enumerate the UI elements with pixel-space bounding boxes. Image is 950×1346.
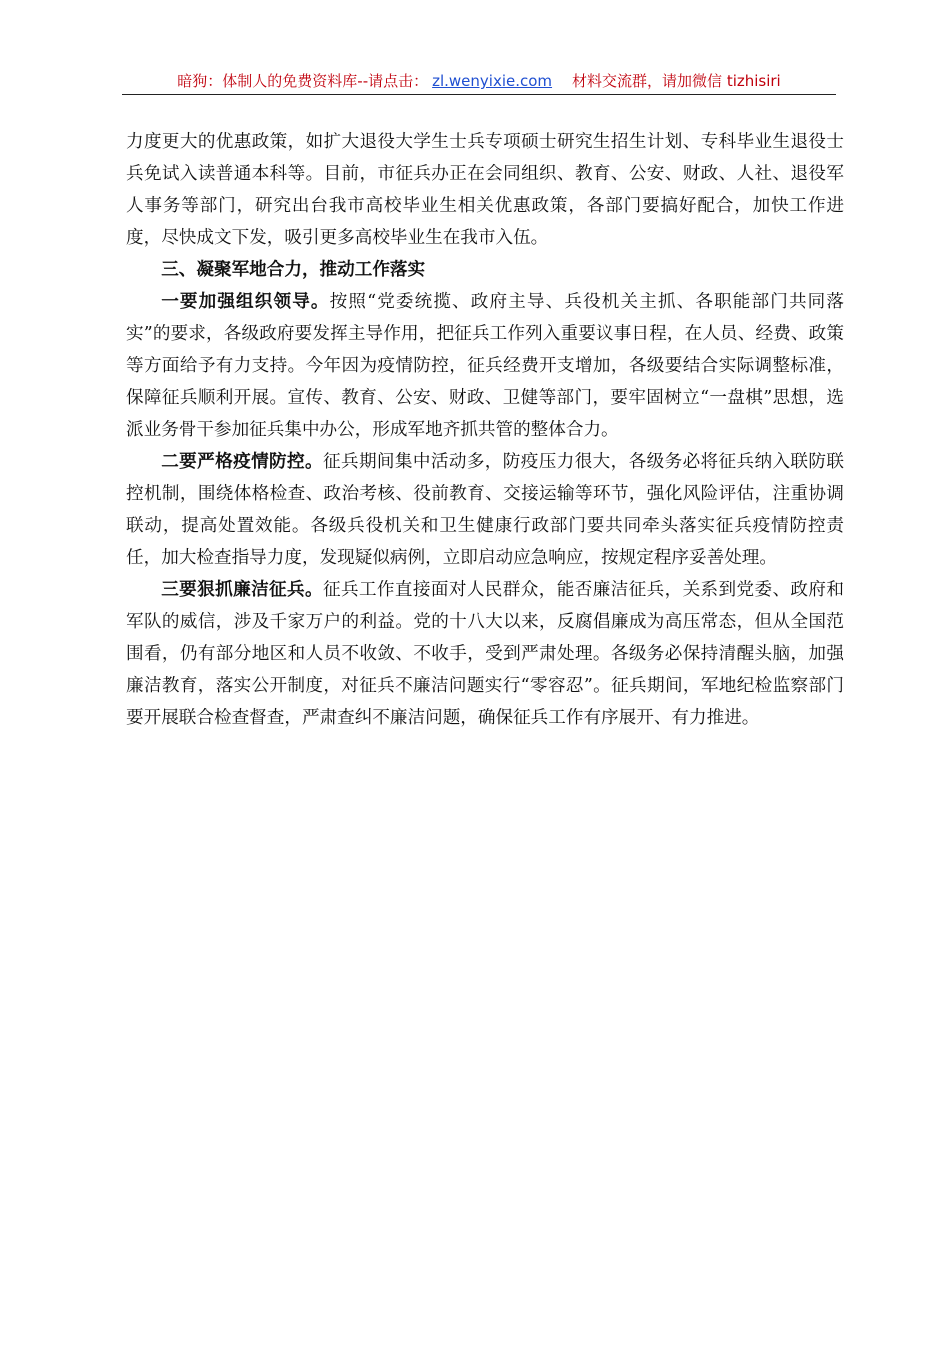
item-text-3: 征兵工作直接面对人民群众，能否廉洁征兵，关系到党委、政府和军队的威信，涉及千家万户的利益。党的十八大以来，反腐倡廉成为高压常态，但从全国范围看，仍有部分地区和人员不收敛、不收手，受到严肃处理。各级务必保持清醒头脑，加强廉洁教育，落实公开制度，对征兵不廉洁问题实行“零容忍”。征兵期间，军地纪检监察部门要开展联合检查督查，严肃查纠不廉洁问题，确保征兵工作有序展开、有力推进。	[126, 580, 844, 728]
header-brand: 暗狗：体制人的免费资料库	[177, 72, 358, 90]
item-paragraph-3	[126, 574, 844, 734]
item-paragraph-1	[126, 286, 844, 446]
item-text-2: 征兵期间集中活动多，防疫压力很大，各级务必将征兵纳入联防联控机制，围绕体格检查、政治考核、役前教育、交接运输等环节，强化风险评估，注重协调联动，提高处置效能。各级兵役机关和卫生健康行政部门要共同牵头落实征兵疫情防控责任，加大检查指导力度，发现疑似病例，立即启动应急响应，按规定程序妥善处理。	[126, 452, 844, 568]
header-link[interactable]: zl.wenyixie.com	[432, 72, 553, 90]
item-lead-2: 二要严格疫情防控。	[161, 452, 323, 472]
item-text-1: 按照“党委统揽、政府主导、兵役机关主抓、各职能部门共同落实”的要求，各级政府要发挥主导作用，把征兵工作列入重要议事日程，在人员、经费、政策等方面给予有力支持。今年因为疫情防控，征兵经费开支增加，各级要结合实际调整标准，保障征兵顺利开展。宣传、教育、公安、财政、卫健等部门，要牢固树立“一盘棋”思想，选派业务骨干参加征兵集中办公，形成军地齐抓共管的整体合力。	[126, 292, 844, 440]
item-lead-3: 三要狠抓廉洁征兵。	[161, 580, 323, 600]
intro-paragraph: 力度更大的优惠政策，如扩大退役大学生士兵专项硕士研究生招生计划、专科毕业生退役士兵免试入读普通本科等。目前，市征兵办正在会同组织、教育、公安、财政、人社、退役军人事务等部门，研究出台我市高校毕业生相关优惠政策，各部门要搞好配合，加快工作进度，尽快成文下发，吸引更多高校毕业生在我市入伍。	[126, 132, 844, 248]
header-click-prefix: --请点击：	[357, 72, 429, 90]
item-paragraph-2	[126, 446, 844, 574]
page-header	[122, 70, 836, 95]
document-body	[126, 126, 844, 734]
header-wechat: 材料交流群，请加微信 tizhisiri	[572, 72, 781, 90]
item-lead-1: 一要加强组织领导。	[161, 292, 330, 312]
section-heading: 三、凝聚军地合力，推动工作落实	[161, 260, 426, 280]
